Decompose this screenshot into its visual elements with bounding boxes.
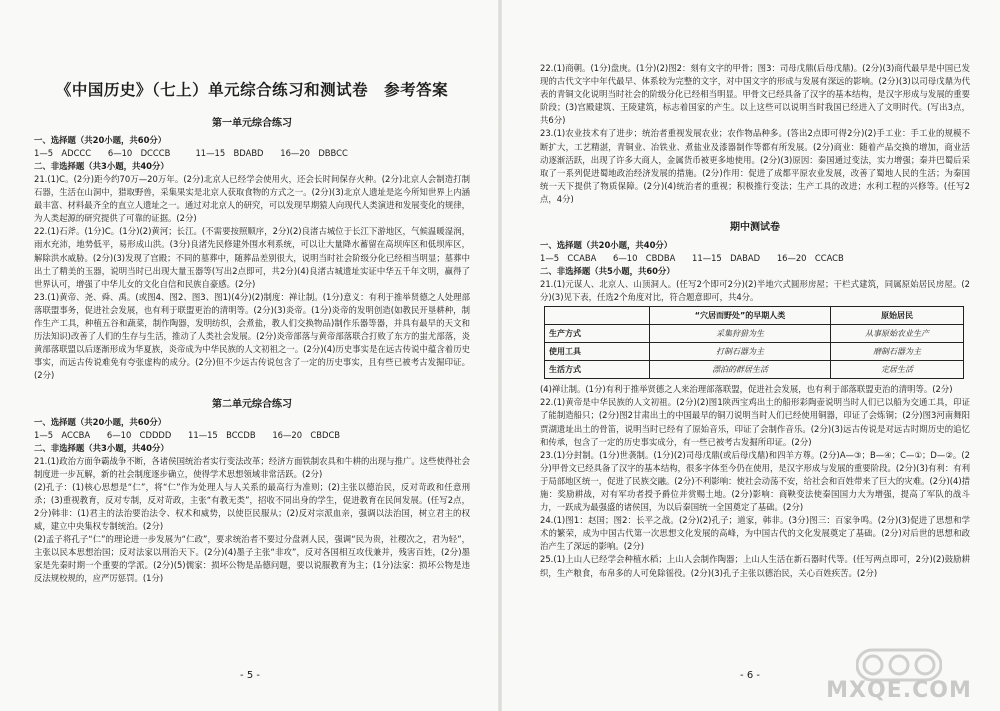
midterm-answer-24: 24.(1)图1：赵国；图2：长平之战。(2分)(2)孔子；道家，韩非。(3分)图三：百家争鸣。(2分)(3)促进了思想和学术的繁荣，成为中国古代第一次思想文化发展的高峰，为中国古代的文化发展奠定了基础。(2分)对后世的思想和政治产生了深远的影响。(2分) bbox=[540, 515, 970, 552]
page-6 bbox=[500, 0, 1000, 711]
unit2-part2-label: 二、非选择题（共3小题，共40分） bbox=[34, 442, 169, 453]
unit2-answer-22-cont: 22.(1)商朝。(1分)盘庚。(1分)(2)图2：刻有文字的甲骨；图3：司母戊鼎(后母戊鼎)。(2分)(3)商代最早是中国已发现的古代文字中年代最早、体系较为完整的文字，对中国文字的形成与发展有深远的影响。(2分)(3)以司母戊鼎为代表的青铜文化说明当时社会的阶级分化已经相当明显。甲骨文已经具备了汉字的基本结构，是汉字形成与发展的重要阶段；(3)宫殿建筑、王陵建筑，标志着国家的产生。以上这些可以说明当时我国已经进入了文明时代。(写出3点，共6分) bbox=[540, 63, 970, 126]
page-number: - 6 - bbox=[740, 670, 760, 681]
table-header-cell bbox=[545, 307, 650, 325]
table-cell: 采集狩猎为生 bbox=[650, 325, 831, 343]
table-row-label: 生活方式 bbox=[545, 361, 650, 379]
unit2-answer-23-cont: 23.(1)农业技术有了进步；统治者重视发展农业；农作物品种多。(答出2点即可得2分)(2)手工业：手工业的规模不断扩大，工艺精湛，青铜业、冶铁业、煮盐业及漆器制作等都有所发展。(2分)商业：随着产品交换的增加，商业活动逐渐活跃，出现了许多大商人，金属货币被更多地使用。(2分)(3)原因：秦国通过变法，实力增强；秦并巴蜀后采取了一系列促进蜀地政治经济发展的措施。(2分)作用：促进了成都平原农业发展，改善了蜀地人民的生活；为秦国统一天下提供了物质保障。(2分)(4)统治者的重视；积极推行变法；生产工具的改进；水利工程的兴修等。(任写2点，4分) bbox=[540, 128, 970, 204]
site-watermark bbox=[808, 648, 990, 706]
unit2-part1-label: 一、选择题（共20小题，共60分） bbox=[34, 416, 167, 427]
table-row-label: 使用工具 bbox=[545, 343, 650, 361]
unit1-mc-answers: 1—5 ADCCC 6—10 DCCCB 11—15 BDABD 16—20 DBBCC bbox=[34, 148, 348, 158]
midterm-answer-22: 22.(1)黄帝是中华民族的人文初祖。(2分)(2)图1陕西宝鸡出土的船形彩陶壶说明当时人们已以船为交通工具，印证了能制造船只；(2分)图2甘肃出土的中国最早的铜刀说明当时人们已经使用铜器，印证了会炼铜；(2分)图3河南舞阳贾湖遗址出土的骨笛，说明当时已经有了原始音乐，印证了会制作音乐。(2分)(3)远古传说是对远古时期历史的追忆和传承，包含了一定的历史事实成分，有一些已被考古发掘所印证。(2分) bbox=[540, 397, 970, 447]
midterm-answer-25: 25.(1)上山人已经学会种植水稻；上山人会制作陶器；上山人生活在新石器时代等。(任写两点即可，2分)(2)鼓励耕织，生产粮食，布帛多的人可免除徭役。(2分)(3)孔子主张以德治民，关心百姓疾苦。(2分) bbox=[540, 554, 970, 578]
midterm-answer-21-part4: (4)禅让制。(1分)有利于推举贤德之人来治理部落联盟，促进社会发展，也有利于部落联盟吏治的清明等。(2分) bbox=[540, 384, 953, 395]
left-column bbox=[34, 78, 470, 678]
watermark-text: MXQE.COM bbox=[826, 678, 972, 703]
unit1-part1-label: 一、选择题（共20小题，共60分） bbox=[34, 135, 167, 145]
table-row bbox=[545, 343, 964, 361]
unit1-answer-23: 23.(1)黄帝、尧、舜、禹。(或图4、图2、图3、图1)(4分)(2)制度：禅让制。(1分)意义：有利于推举贤德之人处理部落联盟事务，促进社会发展，也有利于联盟更治的清明等。(2分)(3)炎帝。(1分)炎帝的发明创造(如教民开垦耕种，制作生产工具，种植五谷和蔬菜，制作陶器，发明纺织，会煮盐，教人们交换物品)制作乐器等器，并具有最早的天文和历法知识)改善了人们的生存与生活，推动了人类社会发展。(2分)炎帝部落与黄帝部落联合打败了东方的蚩尤部落，炎黄部落联盟以后逐渐形成为华夏族，炎帝成为中华民族的人文初祖之一。(2分)(4)历史事实是在远古传说中蕴含着历史事实，而远古传说难免有夸张虚构的成分。(2分)但不少远古传说包含了一定的历史事实，且有些已被考古发掘印证。(2分) bbox=[34, 291, 470, 381]
table-cell: 漂泊的群居生活 bbox=[650, 361, 831, 379]
table-cell: 打制石器为主 bbox=[650, 343, 831, 361]
unit2-answer-22: (2)孔子：(1)核心思想是“仁”，将“仁”作为处理人与人关系的最高行为准则；(2)主张以德治民，反对苛政和任意刑杀；(3)重视教育，反对专制，反对苛政，主张“有教无类”，招收不同出身的学生，促进教育在民间发展。(任写2点，2分)韩非：(1)君主的法治要治法令、权术和威势，以使臣民服从；(2)反对宗派血亲，强调以法治国，树立君主的权威，建立中央集权专制统治。(2分) bbox=[34, 481, 470, 531]
midterm-heading: 期中测试卷 bbox=[730, 222, 780, 234]
midterm-answer-23: 23.(1)分封制。(1分)世袭制。(1分)(2)司母戊鼎(或后母戊鼎)和四羊方尊。(2分)A—③；B—④；C—①；D—②。(2分)甲骨文已经具备了汉字的基本结构，很多字体至今仍在使用，是汉字形成与发展的重要阶段。(2分)(3)有利：有利于局部地区统一，促进了民族交融。(2分)不利影响：使社会动荡不安，给社会和百姓带来了巨大的灾难。(2分)(4)措施：奖励耕战，对有军功者授予爵位并赏赐土地。(2分)影响：商鞅变法使秦国国力大为增强，提高了军队的战斗力，一跃成为最强盛的诸侯国，为以后秦国统一全国奠定了基础。(2分) bbox=[540, 449, 970, 513]
table-row-label: 生产方式 bbox=[545, 325, 650, 343]
table-row bbox=[545, 361, 964, 379]
unit1-answer-21: 21.(1)C。(2分)距今约70万—20万年。(2分)北京人已经学会使用火，还会长时间保存火种。(2分)北京人会制造打制石器，生活在山洞中，猎取野兽，采集果实是北京人获取食物的方式之一。(2分)(3)北京人遗址是迄今所知世界上内涵最丰富、材料最齐全的直立人遗址之一。通过对北京人的研究，可以发现早期猿人向现代人类演进和发展变化的规律，为人类起源的研究提供了可靠的证据。(2分) bbox=[34, 174, 470, 224]
page-title: 《中国历史》（七上）单元综合练习和测试卷 参考答案 bbox=[55, 80, 449, 99]
page-number: - 5 - bbox=[240, 670, 260, 681]
right-column bbox=[540, 62, 970, 682]
midterm-answer-21: 21.(1)元谋人、北京人、山顶洞人。(任写2个即可2分)(2)半地穴式圆形房屋；干栏式建筑，同属原始居民房屋。(2分)(3)见下表，任选2个角度对比，符合题意即可，共4分。 bbox=[540, 279, 970, 303]
table-header-row bbox=[545, 307, 964, 325]
unit1-part2-label: 二、非选择题（共3小题，共40分） bbox=[34, 161, 169, 171]
table-row bbox=[545, 325, 964, 343]
table-cell: 定居生活 bbox=[831, 361, 964, 379]
table-cell: 磨制石器为主 bbox=[831, 343, 964, 361]
unit1-heading: 第一单元综合练习 bbox=[212, 118, 292, 129]
table-header-cell: “穴居而野处”的早期人类 bbox=[650, 307, 831, 325]
seal-logo-icon bbox=[856, 648, 942, 682]
midterm-mc-answers: 1—5 CCABA 6—10 CBDBA 11—15 DABAD 16—20 CCACB bbox=[540, 253, 844, 264]
unit2-answer-23: (2)孟子将孔子“仁”的理论进一步发展为“仁政”，要求统治者不要过分盘剥人民，强调“民为贵，社稷次之，君为轻”，主张以民本思想治国；反对法家以刑治天下。(2分)(4)墨子主张“非攻”，反对各国相互攻伐兼并，残害百姓，(2分)墨家是先秦时期一个重要的学派。(2分)(5)儒家：损坏公物是品德问题，要以说服教育为主；(1分)法家：损坏公物是违反法规校规的，应严厉惩罚。(1分) bbox=[34, 534, 470, 584]
table-cell: 从事原始农业生产 bbox=[831, 325, 964, 343]
unit2-answer-21: 21.(1)政治方面争霸战争不断，各诸侯国统治者实行变法改革；经济方面铁制农具和牛耕的出现与推广。这些使得社会制度进一步瓦解，新的社会制度逐步确立，使得学术思想领域非常活跃。(2分) bbox=[34, 455, 470, 479]
midterm-part2-label: 二、非选择题（共5小题，共60分） bbox=[540, 266, 675, 277]
midterm-part1-label: 一、选择题（共20小题，共40分） bbox=[540, 240, 673, 251]
unit1-answer-22: 22.(1)石斧。(1分)C。(1分)(2)黄河；长江。(不需要按照顺序，2分)(2)良渚古城位于长江下游地区，气候温暖湿润，雨水充沛，地势低平，易形成山洪。(3分)良渚先民修建外围水利系统，可以让大量降水蓄留在高坝库区和低坝库区，解除洪水威胁。(2分)(3)发现了宫殿；不同的墓葬中，随葬品差别很大，说明当时社会阶级分化已经相当明显；墓葬中出土了精美的玉器，说明当时已出现大量玉器等(写出2点即可，共2分)(4)良渚古城遗址实证中华五千年文明，赢得了世界认可，增强了中华儿女的文化自信和民族自豪感。(2分) bbox=[34, 226, 470, 289]
comparison-table bbox=[544, 306, 964, 379]
unit2-mc-answers: 1—5 ACCBA 6—10 CDDDD 11—15 BCCDB 16—20 CBDCB bbox=[34, 429, 341, 440]
unit2-heading: 第二单元综合练习 bbox=[212, 398, 292, 410]
table-header-cell: 原始居民 bbox=[831, 307, 964, 325]
